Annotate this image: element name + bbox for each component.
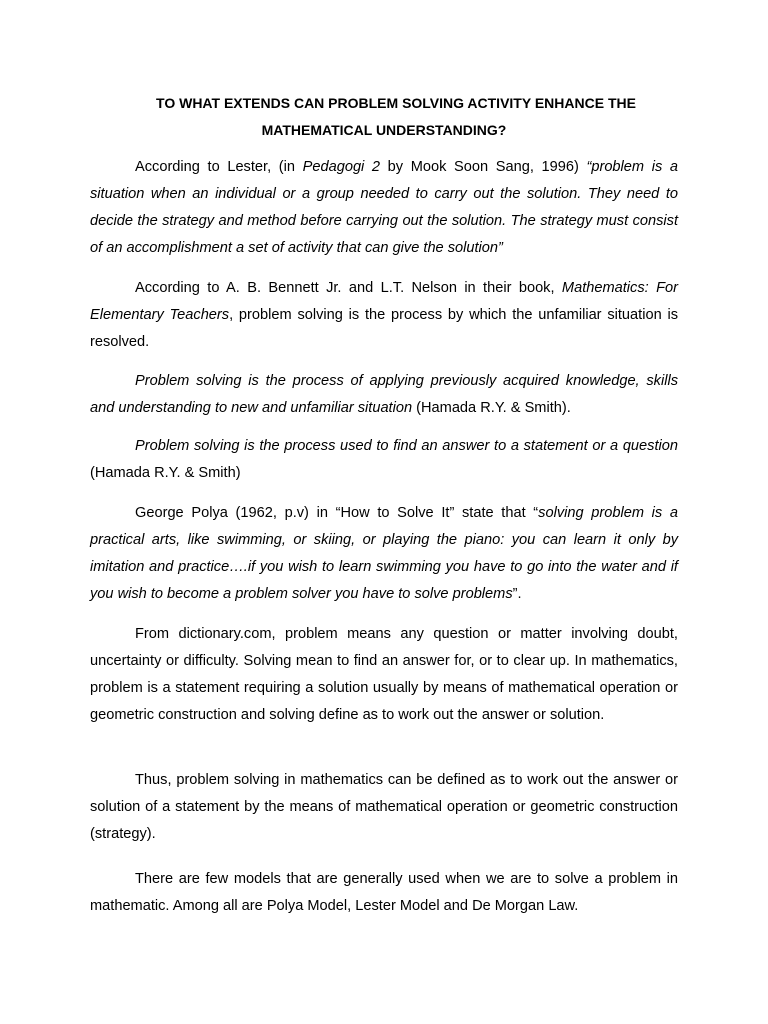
- paragraph-dictionary: [90, 621, 678, 729]
- p2-text-2: , problem solving is the process by which the unfamiliar situation is resolved.: [90, 307, 679, 350]
- p8-text-1: There are few models that are generally used when we are to solve a problem in mathematic. Among all are Polya Model, Lester Model and De Morgan Law.: [90, 871, 678, 914]
- p2-text-1: According to A. B. Bennett Jr. and L.T. Nelson in their book,: [135, 280, 562, 296]
- p3-text-1: (Hamada R.Y. & Smith).: [412, 400, 571, 416]
- paragraph-polya: [90, 500, 678, 608]
- p2-italic-1: Mathematics: For Elementary Teachers: [90, 280, 678, 323]
- document-title: [90, 90, 678, 144]
- p5-text-2: ”.: [512, 586, 522, 602]
- paragraph-thus: [90, 767, 678, 848]
- paragraph-bennett: [90, 275, 678, 356]
- p1-text-2: by Mook Soon Sang, 1996): [380, 159, 587, 175]
- paragraph-hamada-1: [90, 368, 678, 422]
- paragraph-lester: [90, 154, 678, 262]
- p4-text-1: (Hamada R.Y. & Smith): [90, 465, 241, 481]
- p6-text-1: From dictionary.com, problem means any question or matter involving doubt, uncertainty or difficulty. Solving mean to find an answer for, or to clear up. In mathematics, problem is a statement requiring a solution usually by means of mathematical operation or geometric construction and solving define as to work out the answer or solution.: [90, 626, 678, 723]
- p4-italic-1: Problem solving is the process used to find an answer to a statement or a question: [135, 438, 678, 454]
- p5-italic-1: solving problem is a practical arts, like swimming, or skiing, or playing the piano: you can learn it only by imitation and practice….if you wish to learn swimming you have to go into the water and if you wish to become a problem solver you have to solve problems: [90, 505, 678, 602]
- p3-italic-1: Problem solving is the process of applying previously acquired knowledge, skills and understanding to new and unfamiliar situation: [90, 373, 678, 416]
- title-line-1: TO WHAT EXTENDS CAN PROBLEM SOLVING ACTIVITY ENHANCE THE: [156, 95, 636, 111]
- p7-text-1: Thus, problem solving in mathematics can be defined as to work out the answer or solution of a statement by the means of mathematical operation or geometric construction (strategy).: [90, 772, 678, 842]
- title-line-2: MATHEMATICAL UNDERSTANDING?: [261, 122, 507, 138]
- p1-italic-1: Pedagogi 2: [302, 159, 381, 175]
- paragraph-models: [90, 866, 678, 920]
- p1-italic-2: “problem is a situation when an individual or a group needed to carry out the solution. They need to decide the strategy and method before carrying out the solution. The strategy must consist of an accomplishment a set of activity that can give the solution”: [90, 159, 678, 256]
- p1-text-1: According to Lester, (in: [135, 159, 303, 175]
- paragraph-hamada-2: [90, 433, 678, 487]
- p5-text-1: George Polya (1962, p.v) in “How to Solve It” state that “: [135, 505, 539, 521]
